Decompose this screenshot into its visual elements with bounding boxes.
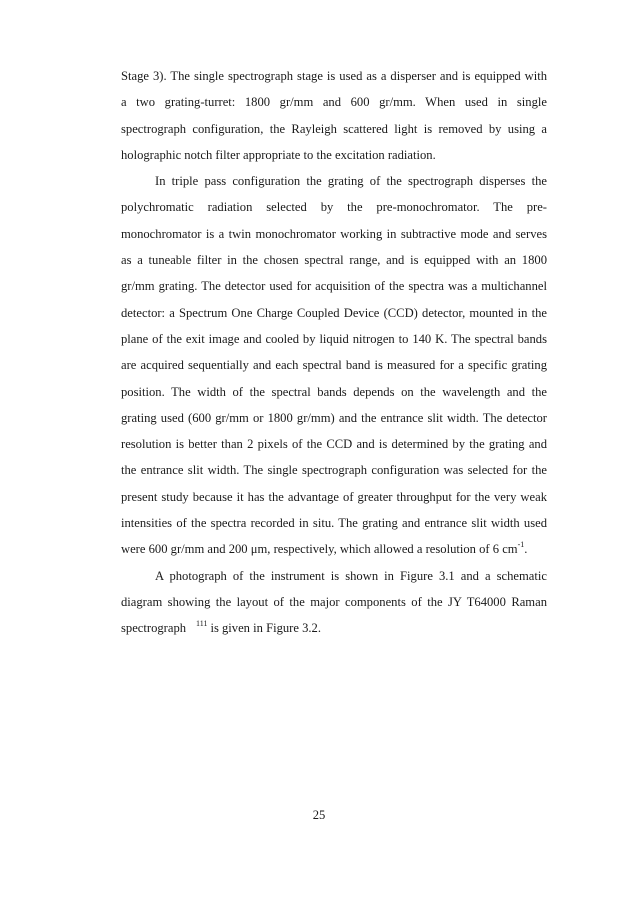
text-line: resolution is better than 2 pixels of the CCD and is determined by the grating and (121, 437, 547, 452)
text-line: monochromator is a twin monochromator working in subtractive mode and serves (121, 226, 547, 241)
text-line: intensities of the spectra recorded in situ. The grating and entrance slit width used (121, 516, 547, 531)
text-line: present study because it has the advantage of greater throughput for the very weak (121, 489, 547, 504)
spectrograph-word: spectrograph (121, 621, 187, 636)
text-line: spectrograph $^{111}$ is given in Figure 3.2. (121, 619, 321, 636)
text-line: plane of the exit image and cooled by liquid nitrogen to 140 K. The spectral bands (121, 331, 547, 346)
text-line: are acquired sequentially and each spectral band is measured for a specific grating (121, 358, 547, 373)
text-line: a two grating-turret: 1800 gr/mm and 600 gr/mm. When used in single (121, 95, 547, 110)
page-number: 25 (312, 808, 326, 822)
sentence-end: . (524, 542, 528, 557)
text-line (121, 536, 547, 562)
text-line: holographic notch filter appropriate to the excitation radiation. (121, 147, 436, 162)
paragraph-1 (121, 63, 547, 168)
text-line: position. The width of the spectral bands depends on the wavelength and the (121, 384, 547, 399)
paragraph-2 (121, 168, 547, 562)
body-text (121, 63, 547, 642)
text-line: detector: a Spectrum One Charge Coupled Device (CCD) detector, mounted in the (121, 305, 547, 320)
text-line: gr/mm grating. The detector used for acquisition of the spectra was a multichannel (121, 279, 547, 294)
text-line: spectrograph configuration, the Rayleigh scattered light is removed by using a (121, 121, 547, 136)
text-line: grating used (600 gr/mm or 1800 gr/mm) and the entrance slit width. The detector (121, 410, 547, 425)
text-line: A photograph of the instrument is shown in Figure 3.1 and a schematic (155, 568, 547, 583)
text-line: In triple pass configuration the grating of the spectrograph disperses the (155, 174, 547, 189)
unit-superscript: -1 (517, 540, 525, 550)
text-line: polychromatic radiation selected by the pre-monochromator. The pre- (121, 200, 547, 215)
text-line: Stage 3). The single spectrograph stage is used as a disperser and is equipped with (121, 69, 547, 83)
text-line: diagram showing the layout of the major components of the JY T64000 Raman (121, 594, 547, 609)
text-line: the entrance slit width. The single spectrograph configuration was selected for the (121, 463, 547, 478)
text-line: as a tuneable filter in the chosen spectral range, and is equipped with an 1800 (121, 253, 547, 268)
resolution-text: were 600 gr/mm and 200 μm, respectively, which allowed a resolution of 6 cm (121, 542, 518, 557)
figure-reference-text: is given in Figure 3.2. (210, 621, 321, 636)
paragraph-3 (121, 563, 547, 642)
